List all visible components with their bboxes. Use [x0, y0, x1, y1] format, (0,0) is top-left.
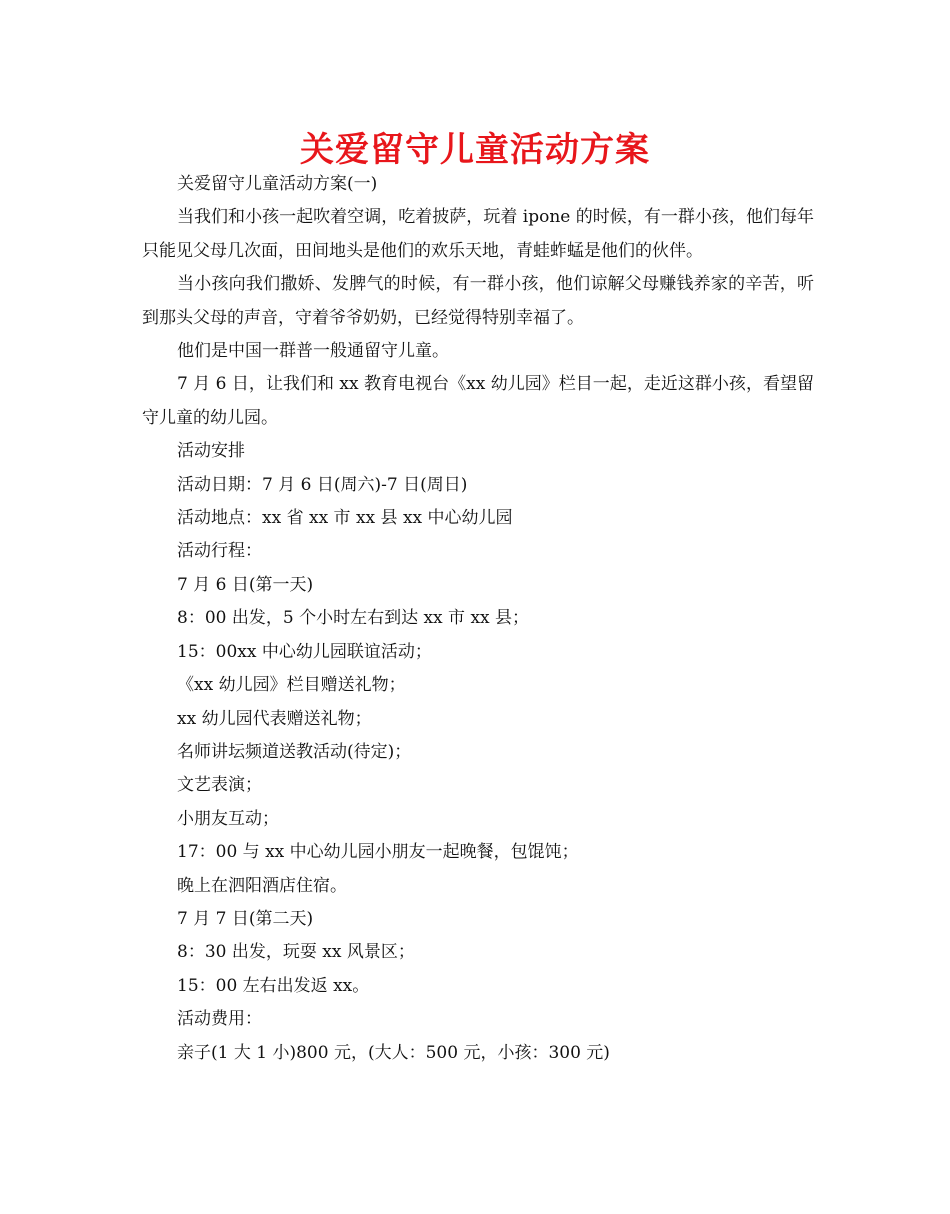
list-item: 活动地点：xx 省 xx 市 xx 县 xx 中心幼儿园 — [177, 508, 513, 529]
list-item: 15：00 左右出发返 xx。 — [177, 975, 370, 996]
list-item: 15：00xx 中心幼儿园联谊活动； — [177, 641, 432, 662]
list-item: 活动费用： — [177, 1009, 262, 1030]
document-body — [142, 168, 814, 1070]
list-item: 文艺表演； — [177, 775, 262, 796]
list-item: 7 月 7 日(第二天) — [177, 908, 314, 929]
list-item: 《xx 幼儿园》栏目赠送礼物； — [177, 675, 406, 696]
paragraph: 他们是中国一群普一般通留守儿童。 — [177, 341, 449, 362]
paragraph: 当我们和小孩一起吹着空调，吃着披萨，玩着 ipone 的时候，有一群小孩，他们每年只能见父母几次面，田间地头是他们的欢乐天地，青蛙蚱蜢是他们的伙伴。 — [142, 207, 814, 261]
list-item: 8：30 出发，玩耍 xx 风景区； — [177, 942, 415, 963]
subheading: 活动安排 — [177, 441, 245, 462]
list-item: 7 月 6 日(第一天) — [177, 574, 314, 595]
document-title: 关爱留守儿童活动方案 — [300, 130, 650, 170]
list-item: 活动行程： — [177, 541, 262, 562]
list-item: 活动日期：7 月 6 日(周六)-7 日(周日) — [177, 474, 468, 495]
list-item: 亲子(1 大 1 小)800 元，(大人：500 元，小孩：300 元) — [177, 1042, 610, 1063]
list-item: 晚上在泗阳酒店住宿。 — [177, 875, 347, 896]
paragraph: 7 月 6 日，让我们和 xx 教育电视台《xx 幼儿园》栏目一起，走近这群小孩，看望留守儿童的幼儿园。 — [142, 374, 814, 428]
list-item: 小朋友互动； — [177, 808, 279, 829]
list-item: 17：00 与 xx 中心幼儿园小朋友一起晚餐，包馄饨； — [177, 842, 579, 863]
list-item: 名师讲坛频道送教活动(待定)； — [177, 741, 412, 762]
list-item: 8：00 出发，5 个小时左右到达 xx 市 xx 县； — [177, 608, 530, 629]
paragraph: 当小孩向我们撒娇、发脾气的时候，有一群小孩，他们谅解父母赚钱养家的辛苦，听到那头父母的声音，守着爷爷奶奶，已经觉得特别幸福了。 — [142, 274, 814, 328]
list-item: xx 幼儿园代表赠送礼物； — [177, 708, 372, 729]
section-heading: 关爱留守儿童活动方案(一) — [177, 174, 378, 194]
